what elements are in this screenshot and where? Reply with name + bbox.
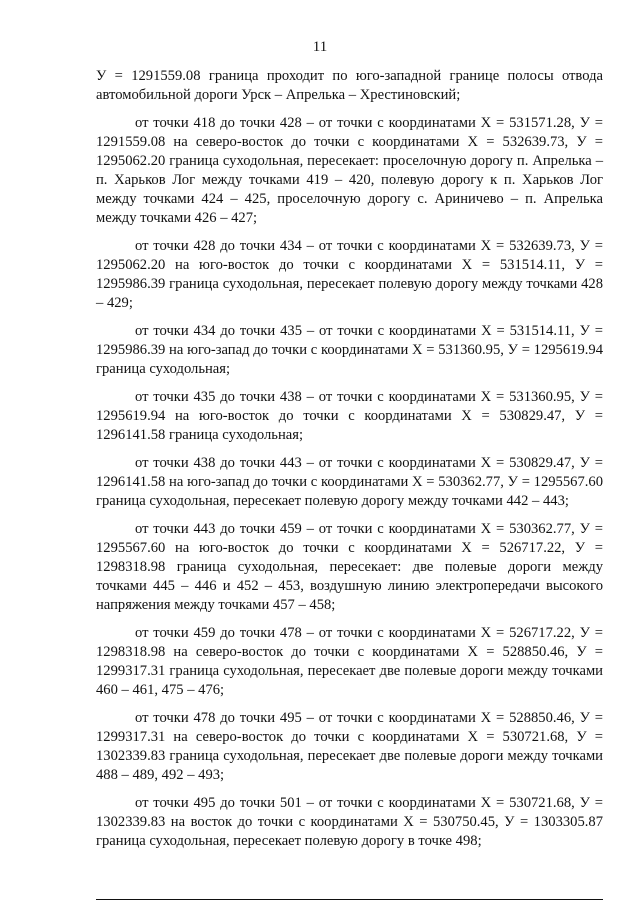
paragraph-segment-443-459: от точки 443 до точки 459 – от точки с координатами Х = 530362.77, У = 1295567.60 на юго-восток до точки с координатами Х = 526717.22, У = 1298318.98 граница суходольная, пересекает: две полевые дороги между точками 445 – 446 и 452 – 453, воздушную линию электропередачи высокого напряжения между точками 457 – 458; [96,521,603,613]
footer-divider [96,899,603,900]
page-number: 11 [312,39,328,55]
paragraph-segment-438-443: от точки 438 до точки 443 – от точки с координатами Х = 530829.47, У = 1296141.58 на юго-запад до точки с координатами Х = 530362.77, У = 1295567.60 граница суходольная, пересекает полевую дорогу между точками 442 – 443; [96,455,603,509]
paragraph-segment-495-501: от точки 495 до точки 501 – от точки с координатами Х = 530721.68, У = 1302339.83 на восток до точки с координатами Х = 530750.45, У = 1303305.87 граница суходольная, пересекает полевую дорогу в точке 498; [96,795,603,849]
paragraph-segment-418-428: от точки 418 до точки 428 – от точки с координатами Х = 531571.28, У = 1291559.08 на северо-восток до точки с координатами Х = 532639.73, У = 1295062.20 граница суходольная, пересекает: проселочную дорогу п. Апрелька – п. Харьков Лог между точками 419 – 420, полевую дорогу к п. Харьков Лог между точками 424 – 425, проселочную дорогу с. Ариничево – п. Апрелька между точками 426 – 427; [96,115,603,226]
paragraph-segment-435-438: от точки 435 до точки 438 – от точки с координатами Х = 531360.95, У = 1295619.94 на юго-восток до точки с координатами Х = 530829.47, У = 1296141.58 граница суходольная; [96,389,603,443]
paragraph-segment-478-495: от точки 478 до точки 495 – от точки с координатами Х = 528850.46, У = 1299317.31 на северо-восток до точки с координатами Х = 530721.68, У = 1302339.83 граница суходольная, пересекает две полевые дороги между точками 488 – 489, 492 – 493; [96,710,603,783]
paragraph-segment-459-478: от точки 459 до точки 478 – от точки с координатами Х = 526717.22, У = 1298318.98 на северо-восток до точки с координатами Х = 528850.46, У = 1299317.31 граница суходольная, пересекает две полевые дороги между точками 460 – 461, 475 – 476; [96,625,603,698]
paragraph-continuation: У = 1291559.08 граница проходит по юго-западной границе полосы отвода автомобильной дороги Урск – Апрелька – Хрестиновский; [96,68,603,103]
paragraph-segment-434-435: от точки 434 до точки 435 – от точки с координатами Х = 531514.11, У = 1295986.39 на юго-запад до точки с координатами Х = 531360.95, У = 1295619.94 граница суходольная; [96,323,603,377]
document-body [96,67,603,860]
paragraph-segment-428-434: от точки 428 до точки 434 – от точки с координатами Х = 532639.73, У = 1295062.20 на юго-восток до точки с координатами Х = 531514.11, У = 1295986.39 граница суходольная, пересекает полевую дорогу между точками 428 – 429; [96,238,603,311]
